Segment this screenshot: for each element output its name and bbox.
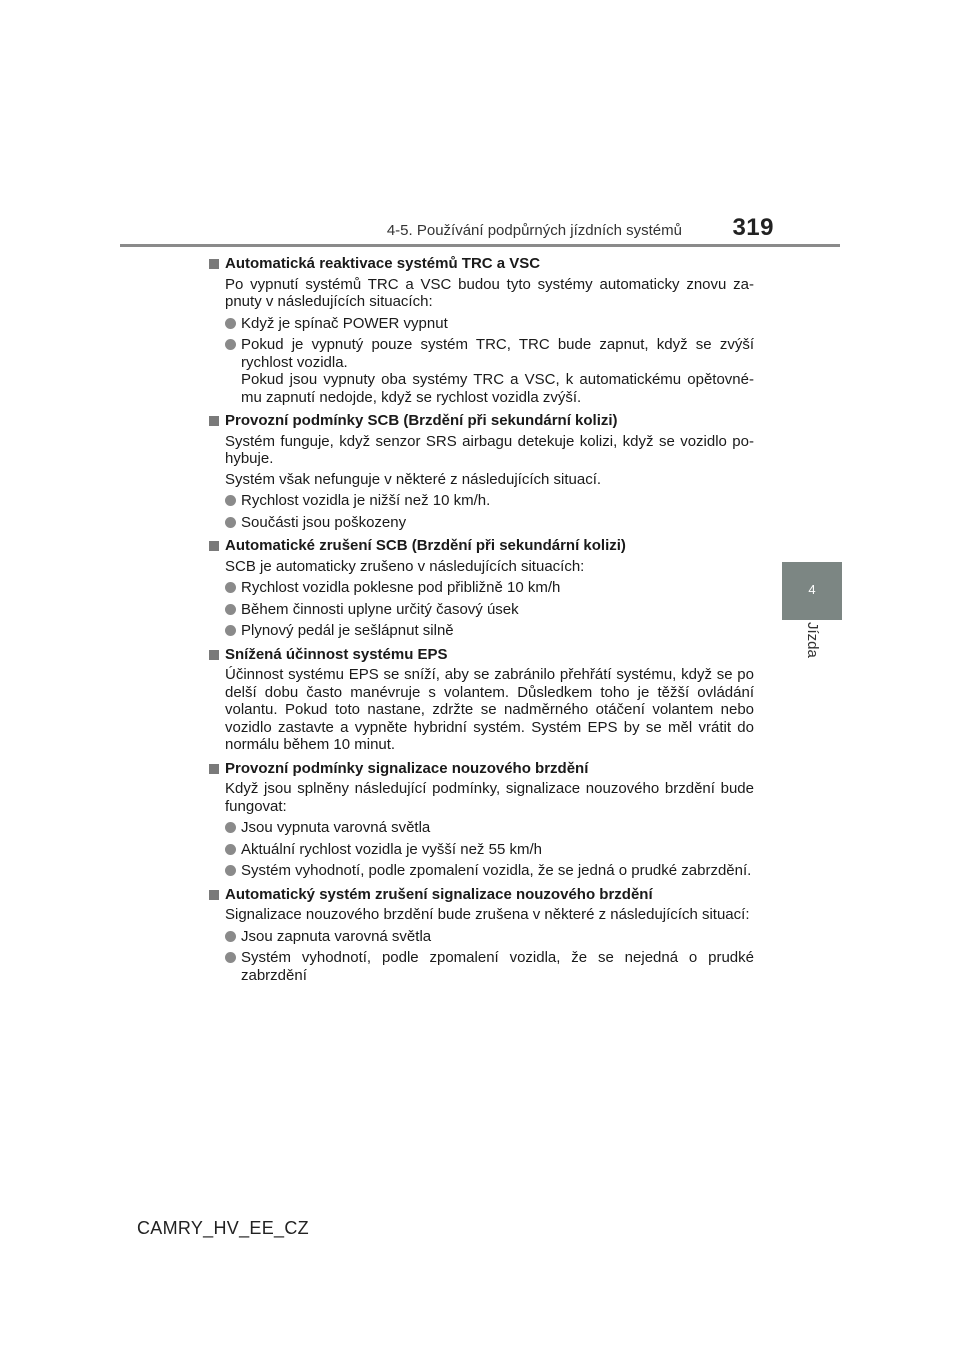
list-item xyxy=(209,862,754,880)
paragraph: Když jsou splněny následující podmínky, signalizace nouzového brzdění bude fungovat: xyxy=(225,780,754,815)
section-title: 4-5. Používání podpůrných jízdních systémů xyxy=(386,222,682,239)
section-heading xyxy=(209,886,754,904)
list-item xyxy=(209,336,754,406)
circle-bullet-icon xyxy=(225,822,236,833)
chapter-number: 4 xyxy=(808,582,816,597)
paragraph: Signalizace nouzového brzdění bude zrušena v některé z následujících situací: xyxy=(225,906,750,923)
chapter-label: Jízda xyxy=(804,622,821,658)
square-bullet-icon xyxy=(209,416,219,426)
header-rule xyxy=(120,244,840,247)
section-heading-text: Provozní podmínky signalizace nouzového brzdění xyxy=(225,759,589,777)
section-heading-text: Automatický systém zrušení signalizace nouzového brzdění xyxy=(225,885,653,903)
square-bullet-icon xyxy=(209,541,219,551)
section-heading-text: Automatické zrušení SCB (Brzdění při sekundární kolizi) xyxy=(225,537,626,554)
paragraph: Systém však nefunguje v některé z následujících situací. xyxy=(225,470,602,488)
circle-bullet-icon xyxy=(225,865,236,876)
list-item-text: Pokud je vypnutý pouze systém TRC, TRC bude zapnut, když se zvýší rychlost vozidla. xyxy=(241,336,754,371)
section-heading xyxy=(209,646,754,664)
section-heading xyxy=(209,760,754,778)
circle-bullet-icon xyxy=(225,844,236,855)
chapter-tab xyxy=(782,562,842,620)
list-item-text: Když je spínač POWER vypnut xyxy=(241,314,448,332)
paragraph: Po vypnutí systémů TRC a VSC budou tyto systémy automaticky znovu za-pnuty v následujících situacích: xyxy=(225,275,754,310)
page-header xyxy=(120,214,840,246)
paragraph: Účinnost systému EPS se sníží, aby se zabránilo přehřátí systému, když se po delší dobu často manévruje s volantem. Důsledkem toho je těžší ovládání volantu. Pokud toto nastane, zdržte se nadměrného otáčení volantem nebo vozidlo zastavte a vypněte hybridní systém. Systém EPS by se měl vrátit do normálu během 10 minut. xyxy=(225,666,754,753)
circle-bullet-icon xyxy=(225,339,236,350)
section-heading xyxy=(209,255,754,273)
list-item xyxy=(209,819,754,837)
list-item-text: Rychlost vozidla je nižší než 10 km/h. xyxy=(241,492,491,509)
circle-bullet-icon xyxy=(225,517,236,528)
list-item-text: Součásti jsou poškozeny xyxy=(241,513,407,531)
list-item xyxy=(209,841,754,859)
square-bullet-icon xyxy=(209,890,219,900)
page-number: 319 xyxy=(732,214,774,241)
section-heading xyxy=(209,412,754,430)
list-item xyxy=(209,492,754,510)
list-item-text: Systém vyhodnotí, podle zpomalení vozidla, že se jedná o prudké zabrzdění. xyxy=(241,862,752,879)
section-heading-text: Provozní podmínky SCB (Brzdění při sekundární kolizi) xyxy=(225,412,618,429)
square-bullet-icon xyxy=(209,650,219,660)
circle-bullet-icon xyxy=(225,318,236,329)
section-heading xyxy=(209,537,754,555)
list-item-subtext: Pokud jsou vypnuty oba systémy TRC a VSC, k automatickému opětovné-mu zapnutí nedojde, když se rychlost vozidla zvýší. xyxy=(241,371,754,406)
list-item-text: Jsou zapnuta varovná světla xyxy=(241,927,432,945)
list-item xyxy=(209,601,754,619)
list-item xyxy=(209,579,754,597)
circle-bullet-icon xyxy=(225,495,236,506)
list-item xyxy=(209,622,754,640)
list-item xyxy=(209,315,754,333)
square-bullet-icon xyxy=(209,259,219,269)
list-item-text: Systém vyhodnotí, podle zpomalení vozidla, že se nejedná o prudké zabrzdění xyxy=(241,949,754,984)
list-item xyxy=(209,949,754,984)
chapter-label-box xyxy=(782,622,842,682)
list-item-text: Aktuální rychlost vozidla je vyšší než 55 km/h xyxy=(241,840,542,858)
list-item-text: Během činnosti uplyne určitý časový úsek xyxy=(241,600,519,618)
circle-bullet-icon xyxy=(225,931,236,942)
paragraph: SCB je automaticky zrušeno v následujících situacích: xyxy=(225,557,585,575)
list-item xyxy=(209,928,754,946)
list-item-text: Plynový pedál je sešlápnut silně xyxy=(241,622,454,639)
list-item-text: Jsou vypnuta varovná světla xyxy=(241,819,431,836)
square-bullet-icon xyxy=(209,764,219,774)
circle-bullet-icon xyxy=(225,582,236,593)
section-heading-text: Snížená účinnost systému EPS xyxy=(225,645,448,663)
circle-bullet-icon xyxy=(225,625,236,636)
list-item-text: Rychlost vozidla poklesne pod přibližně 10 km/h xyxy=(241,579,561,596)
document-code: CAMRY_HV_EE_CZ xyxy=(137,1218,309,1238)
list-item xyxy=(209,514,754,532)
circle-bullet-icon xyxy=(225,952,236,963)
paragraph: Systém funguje, když senzor SRS airbagu detekuje kolizi, když se vozidlo po-hybuje. xyxy=(225,432,754,467)
main-content xyxy=(209,251,754,984)
section-heading-text: Automatická reaktivace systémů TRC a VSC xyxy=(225,255,541,272)
circle-bullet-icon xyxy=(225,604,236,615)
